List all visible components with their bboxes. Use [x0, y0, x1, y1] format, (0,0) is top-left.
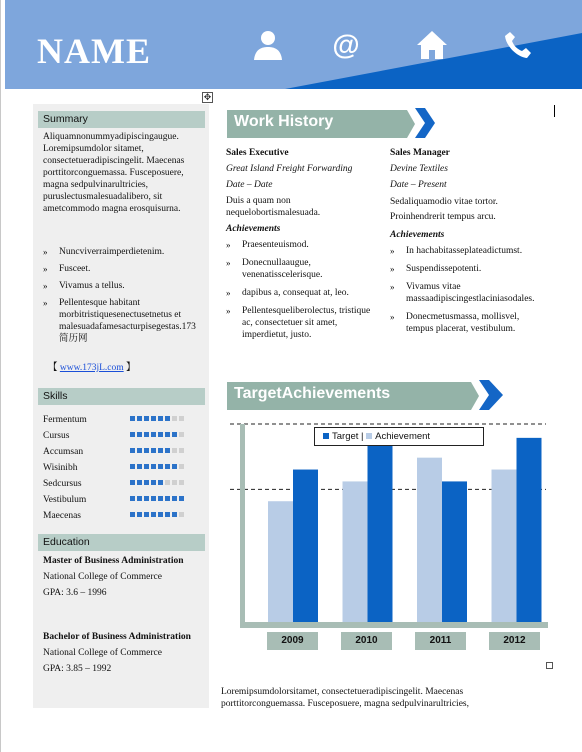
skill-level-square: [158, 496, 163, 501]
skill-level-meter: [130, 496, 184, 501]
work-history-heading: Work History: [234, 113, 334, 130]
legend-swatch-achievement: [366, 433, 372, 439]
job-dates: Date – Present: [390, 180, 447, 190]
work-history-banner: [227, 108, 437, 140]
skills-heading: Skills: [38, 388, 205, 405]
skill-level-square: [165, 416, 170, 421]
skill-level-square: [151, 448, 156, 453]
double-arrow-icon: »: [43, 264, 48, 274]
skill-level-square: [179, 416, 184, 421]
skill-level-square: [158, 416, 163, 421]
skill-level-square: [151, 512, 156, 517]
skill-level-square: [130, 432, 135, 437]
skill-level-square: [130, 480, 135, 485]
skill-level-meter: [130, 480, 184, 485]
list-item: » In hachabitasseplateadictumst.: [390, 246, 523, 256]
skill-level-square: [172, 512, 177, 517]
skill-row: [43, 510, 203, 526]
double-arrow-icon: »: [390, 264, 395, 274]
x-tick-label: 2009: [267, 632, 318, 650]
legend-separator: |: [361, 431, 364, 442]
skill-level-square: [130, 448, 135, 453]
school: National College of Commerce: [43, 572, 162, 582]
skill-level-square: [144, 464, 149, 469]
skill-level-square: [158, 448, 163, 453]
target-achievement-chart: [226, 418, 556, 654]
double-arrow-icon: »: [43, 247, 48, 257]
double-arrow-icon: »: [390, 312, 395, 322]
skill-level-square: [137, 464, 142, 469]
bar-achievement: [492, 470, 517, 622]
achievements-label: Achievements: [390, 230, 445, 240]
double-arrow-icon: »: [390, 246, 395, 256]
skill-level-square: [144, 416, 149, 421]
gpa: GPA: 3.85 – 1992: [43, 664, 112, 674]
svg-text:@: @: [332, 29, 360, 60]
skill-level-square: [179, 432, 184, 437]
job-company: Devine Textiles: [390, 164, 448, 174]
skill-level-square: [172, 464, 177, 469]
skill-level-square: [165, 432, 170, 437]
skill-level-square: [137, 512, 142, 517]
skill-level-square: [144, 512, 149, 517]
skill-label: Cursus: [43, 431, 70, 441]
skill-level-square: [165, 512, 170, 517]
skill-level-meter: [130, 464, 184, 469]
double-arrow-icon: »: [226, 288, 231, 298]
skill-level-square: [165, 464, 170, 469]
text-cursor: [554, 105, 555, 117]
achievements-label: Achievements: [226, 224, 281, 234]
bar-target: [442, 481, 467, 622]
skill-level-square: [179, 496, 184, 501]
skill-level-square: [144, 496, 149, 501]
skill-level-square: [144, 448, 149, 453]
skill-level-square: [172, 448, 177, 453]
double-arrow-icon: »: [43, 298, 48, 308]
skill-level-meter: [130, 432, 184, 437]
at-icon: [329, 28, 363, 62]
list-item: » Fusceet.: [43, 264, 91, 274]
target-achievements-heading: TargetAchievements: [234, 385, 391, 402]
skill-level-square: [137, 448, 142, 453]
double-arrow-icon: »: [390, 282, 395, 292]
summary-heading: Summary: [38, 111, 205, 128]
skill-level-square: [172, 480, 177, 485]
skill-level-square: [179, 464, 184, 469]
skill-level-square: [172, 432, 177, 437]
skill-label: Fermentum: [43, 415, 87, 425]
list-item: » Praesenteuismod.: [226, 240, 309, 250]
skill-level-square: [130, 496, 135, 501]
education-entry-2: [43, 631, 203, 675]
school: National College of Commerce: [43, 648, 162, 658]
skill-level-square: [165, 480, 170, 485]
skill-level-square: [172, 496, 177, 501]
list-item: » Nuncviverraimperdietenim.: [43, 247, 165, 257]
list-item: » Pellentesqueliberolectus, tristique ac, consectetuer sit amet, imperdietut, justo.: [226, 306, 371, 340]
header-banner: [5, 0, 582, 89]
home-icon: [415, 28, 449, 62]
skill-level-square: [158, 480, 163, 485]
job-description: Duis a quam non nequelobortismalesuada.: [226, 196, 321, 218]
skill-level-meter: [130, 512, 184, 517]
job-description: Sedaliquamodio vitae tortor. Proinhendrerit tempus arcu.: [390, 197, 498, 222]
degree: Bachelor of Business Administration: [43, 632, 191, 642]
skill-level-square: [144, 432, 149, 437]
job-company: Great Island Freight Forwarding: [226, 164, 353, 174]
job-dates: Date – Date: [226, 180, 273, 190]
skill-level-square: [151, 432, 156, 437]
target-achievements-banner: [227, 380, 507, 412]
gpa: GPA: 3.6 – 1996: [43, 588, 107, 598]
y-axis: [240, 424, 245, 628]
job-entry-2: [390, 147, 540, 341]
skill-row: [43, 462, 203, 478]
skill-label: Vestibulum: [43, 495, 87, 505]
achievements-list: [390, 245, 540, 335]
skill-level-square: [158, 432, 163, 437]
chart-legend: [314, 427, 484, 446]
website-link-line: 【 www.173jL.com 】: [48, 363, 136, 373]
bar-target: [293, 470, 318, 622]
list-item: » Pellentesque habitant morbitristiquesenectusetnetus et malesuadafamesacturpisegestas.173 简历网: [43, 298, 196, 344]
skill-level-square: [144, 480, 149, 485]
skill-row: [43, 446, 203, 462]
bar-achievement: [417, 458, 442, 622]
double-arrow-icon: »: [43, 281, 48, 291]
skill-row: [43, 494, 203, 510]
list-item: » Suspendissepotenti.: [390, 264, 482, 274]
double-arrow-icon: »: [226, 306, 231, 316]
skill-label: Accumsan: [43, 447, 84, 457]
education-heading: Education: [38, 534, 205, 551]
legend-swatch-target: [323, 433, 329, 439]
skill-level-square: [172, 416, 177, 421]
bar-achievement: [268, 501, 293, 622]
job-entry-1: [226, 147, 372, 347]
degree: Master of Business Administration: [43, 556, 184, 566]
skill-level-square: [151, 496, 156, 501]
skill-level-square: [137, 416, 142, 421]
person-icon: [251, 28, 285, 62]
x-tick-label: 2012: [489, 632, 540, 650]
skill-level-square: [179, 480, 184, 485]
move-handle-icon[interactable]: ✥: [203, 92, 212, 102]
skill-level-square: [130, 512, 135, 517]
skill-row: [43, 414, 203, 430]
list-item: » Vivamus a tellus.: [43, 281, 125, 291]
skill-level-square: [151, 416, 156, 421]
bar-achievement: [343, 481, 368, 622]
skill-level-meter: [130, 448, 184, 453]
list-item: » Donecnullaaugue, venenatisscelerisque.: [226, 258, 323, 280]
skill-row: [43, 478, 203, 494]
summary-paragraph: Aliquamnonummyadipiscingaugue. Loremipsumdolor sitamet, consectetueradipiscingelit. Maecenas porttitorconguemassa. Fusceposuere, magna sedpulvinarultricies, puruslectusmalesuadalibero, sit ametcommodo magna erosquisurna.: [43, 132, 185, 214]
skill-level-square: [179, 448, 184, 453]
bar-target: [517, 438, 542, 622]
list-item: » Donecmetusmassa, mollisvel, tempus placerat, vestibulum.: [390, 312, 520, 334]
skill-label: Sedcursus: [43, 479, 82, 489]
skill-level-square: [165, 496, 170, 501]
legend-label-achievement: Achievement: [375, 431, 431, 442]
skill-row: [43, 430, 203, 446]
skill-level-square: [137, 496, 142, 501]
skill-level-square: [158, 512, 163, 517]
skill-level-square: [130, 464, 135, 469]
x-axis: [240, 622, 548, 628]
legend-label-target: Target: [332, 431, 359, 442]
job-title: Sales Executive: [226, 148, 289, 158]
job-title: Sales Manager: [390, 148, 450, 158]
double-arrow-icon: »: [226, 258, 231, 268]
skill-level-square: [151, 464, 156, 469]
phone-icon: [501, 28, 535, 62]
summary-bullets: [43, 246, 203, 350]
skill-level-square: [137, 432, 142, 437]
skill-level-square: [179, 512, 184, 517]
resize-handle[interactable]: [546, 662, 553, 669]
bar-target: [368, 438, 393, 622]
skill-level-square: [137, 480, 142, 485]
skill-level-square: [165, 448, 170, 453]
x-tick-label: 2010: [341, 632, 392, 650]
achievements-list: [226, 239, 372, 341]
skill-level-meter: [130, 416, 184, 421]
education-entry-1: [43, 555, 203, 599]
resume-name: NAME: [37, 31, 151, 71]
skill-level-square: [130, 416, 135, 421]
x-tick-label: 2011: [415, 632, 466, 650]
website-link[interactable]: www.173jL.com: [59, 363, 124, 373]
list-item: » Vivamus vitae massaadipiscingestlaciniasodales.: [390, 282, 535, 304]
list-item: » dapibus a, consequat at, leo.: [226, 288, 349, 298]
bottom-paragraph: Loremipsumdolorsitamet, consectetueradipiscingelit. Maecenas porttitorconguemassa. Fusceposuere, magna sedpulvinarultricies,: [221, 687, 469, 709]
skill-level-square: [151, 480, 156, 485]
skill-label: Wisinibh: [43, 463, 78, 473]
double-arrow-icon: »: [226, 240, 231, 250]
skill-level-square: [158, 464, 163, 469]
skill-label: Maecenas: [43, 511, 81, 521]
